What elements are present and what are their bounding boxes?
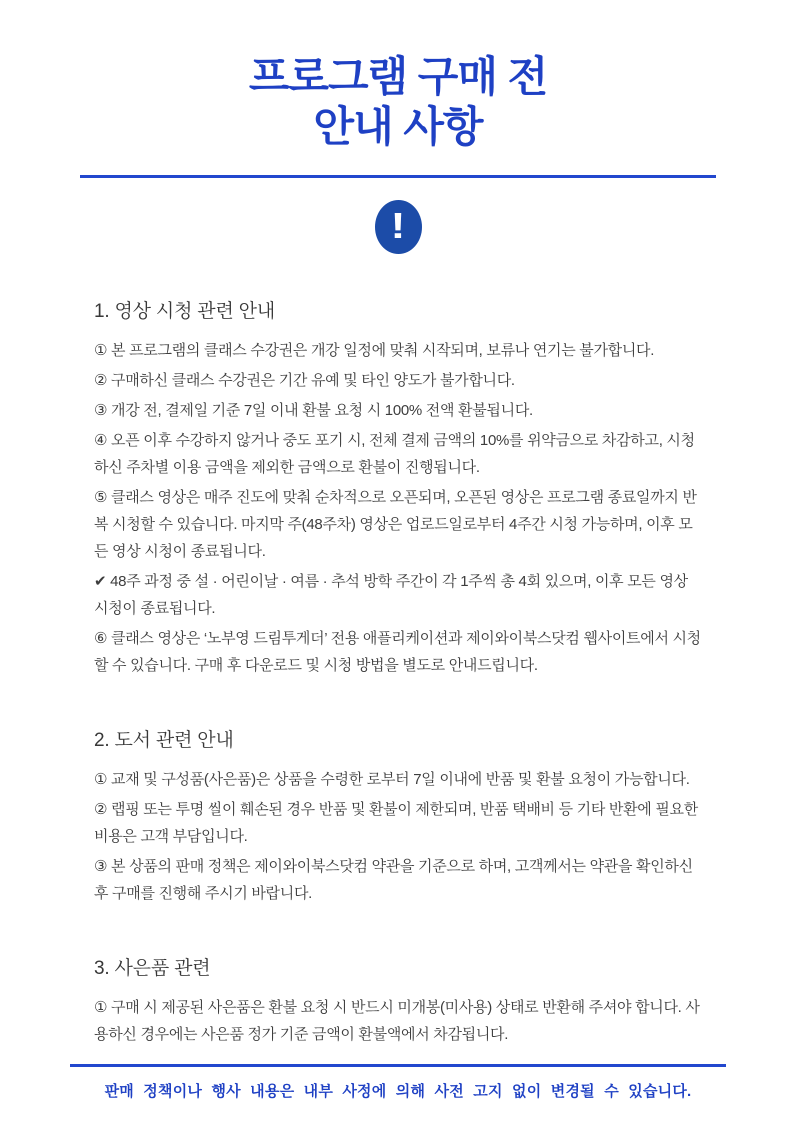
section-gifts <box>94 953 702 1048</box>
policy-item: ② 랩핑 또는 투명 씰이 훼손된 경우 반품 및 환불이 제한되며, 반품 택배비 등 기타 반환에 필요한 비용은 고객 부담입니다. <box>94 801 698 845</box>
policy-item: ② 구매하신 클래스 수강권은 기간 유예 및 타인 양도가 불가합니다. <box>94 372 515 389</box>
policy-item: ① 본 프로그램의 클래스 수강권은 개강 일정에 맞춰 시작되며, 보류나 연기는 불가합니다. <box>94 342 655 359</box>
policy-item: ① 구매 시 제공된 사은품은 환불 요청 시 반드시 미개봉(미사용) 상태로 반환해 주셔야 합니다. 사용하신 경우에는 사은품 정가 기준 금액이 환불액에서 차감됩니다. <box>94 999 700 1043</box>
page-title-line1: 프로그램 구매 전 <box>248 53 548 100</box>
policy-item: ⑤ 클래스 영상은 매주 진도에 맞춰 순차적으로 오픈되며, 오픈된 영상은 프로그램 종료일까지 반복 시청할 수 있습니다. 마지막 주(48주차) 영상은 업로드일로부터 4주간 시청 가능하며, 이후 모든 영상 시청이 종료됩니다. <box>94 489 697 560</box>
exclamation-glyph: ! <box>390 204 406 246</box>
policy-item-checkmark-note: ✔ 48주 과정 중 설 · 어린이날 · 여름 · 추석 방학 주간이 각 1주씩 총 4회 있으며, 이후 모든 영상 시청이 종료됩니다. <box>94 573 688 617</box>
section-books <box>94 725 702 907</box>
policy-item: ⑥ 클래스 영상은 ‘노부영 드림투게더’ 전용 애플리케이션과 제이와이북스닷컴 웹사이트에서 시청할 수 있습니다. 구매 후 다운로드 및 시청 방법을 별도로 안내드립니다. <box>94 630 701 674</box>
section-video-viewing <box>94 296 702 679</box>
header-divider <box>80 175 716 178</box>
footer-divider <box>70 1064 726 1067</box>
footer <box>0 1064 796 1101</box>
page-title-line2: 안내 사항 <box>313 103 483 150</box>
section-heading: 2. 도서 관련 안내 <box>94 730 234 751</box>
page-title <box>0 0 796 152</box>
footer-notice: 판매 정책이나 행사 내용은 내부 사정에 의해 사전 고지 없이 변경될 수 있습니다. <box>104 1083 692 1100</box>
exclamation-icon <box>375 200 422 254</box>
policy-item: ④ 오픈 이후 수강하지 않거나 중도 포기 시, 전체 결제 금액의 10%를 위약금으로 차감하고, 시청하신 주차별 이용 금액을 제외한 금액으로 환불이 진행됩니다. <box>94 432 695 476</box>
notice-content <box>94 296 702 1048</box>
section-heading: 1. 영상 시청 관련 안내 <box>94 301 275 322</box>
policy-item: ③ 개강 전, 결제일 기준 7일 이내 환불 요청 시 100% 전액 환불됩니다. <box>94 402 533 419</box>
policy-item: ③ 본 상품의 판매 정책은 제이와이북스닷컴 약관을 기준으로 하며, 고객께서는 약관을 확인하신 후 구매를 진행해 주시기 바랍니다. <box>94 858 693 902</box>
policy-item: ① 교재 및 구성품(사은품)은 상품을 수령한 로부터 7일 이내에 반품 및 환불 요청이 가능합니다. <box>94 771 690 788</box>
section-heading: 3. 사은품 관련 <box>94 958 211 979</box>
